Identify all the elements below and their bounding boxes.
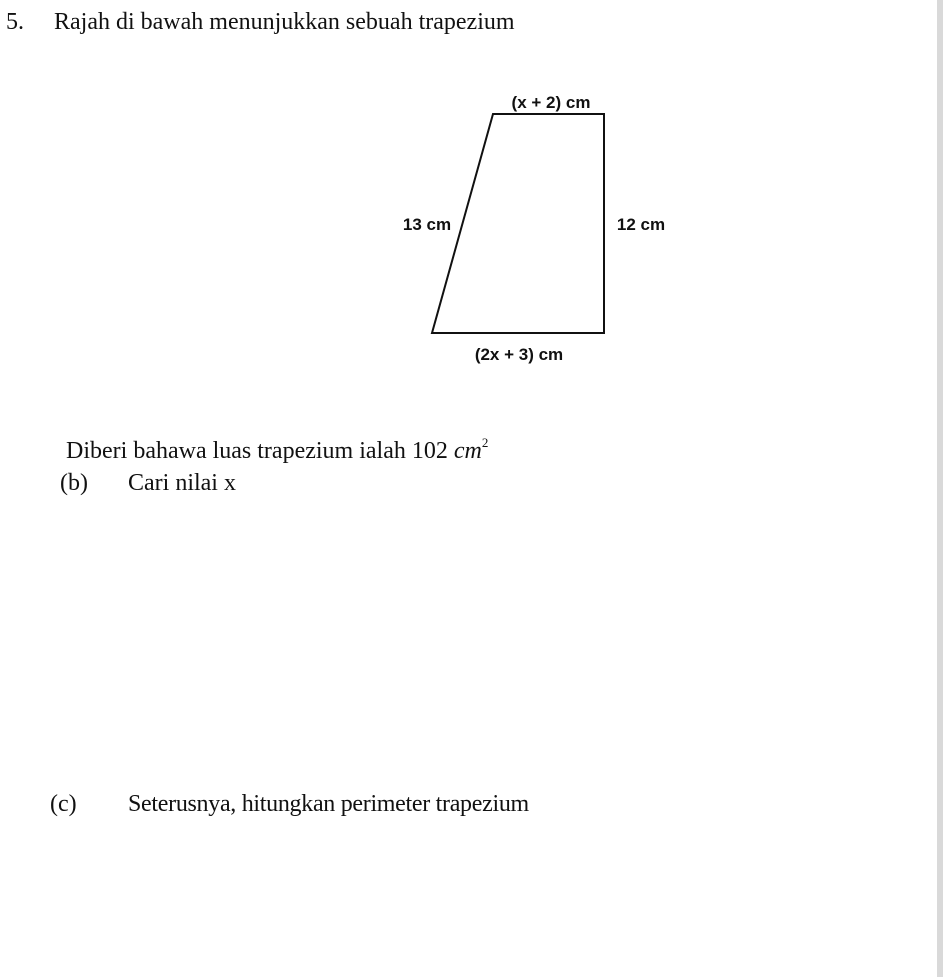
part-b-label: (b) [60,470,88,496]
question-title: Rajah di bawah menunjukkan sebuah trapezium [54,9,515,35]
right-side-label: 12 cm [616,215,666,234]
given-exponent: 2 [481,435,489,450]
part-b-question: Cari nilai x [128,470,236,496]
left-side-label: 13 cm [402,215,452,234]
part-c-question: Seterusnya, hitungkan perimeter trapezium [128,791,529,817]
bottom-side-label: (2x + 3) cm [474,345,564,364]
given-unit: cm [453,438,482,464]
question-number: 5. [6,9,24,35]
given-text: Diberi bahawa luas trapezium ialah 102 [66,438,448,464]
trapezium-shape [432,114,604,333]
given-statement [66,436,488,463]
part-c-label: (c) [50,791,77,817]
top-side-label: (x + 2) cm [511,93,591,112]
